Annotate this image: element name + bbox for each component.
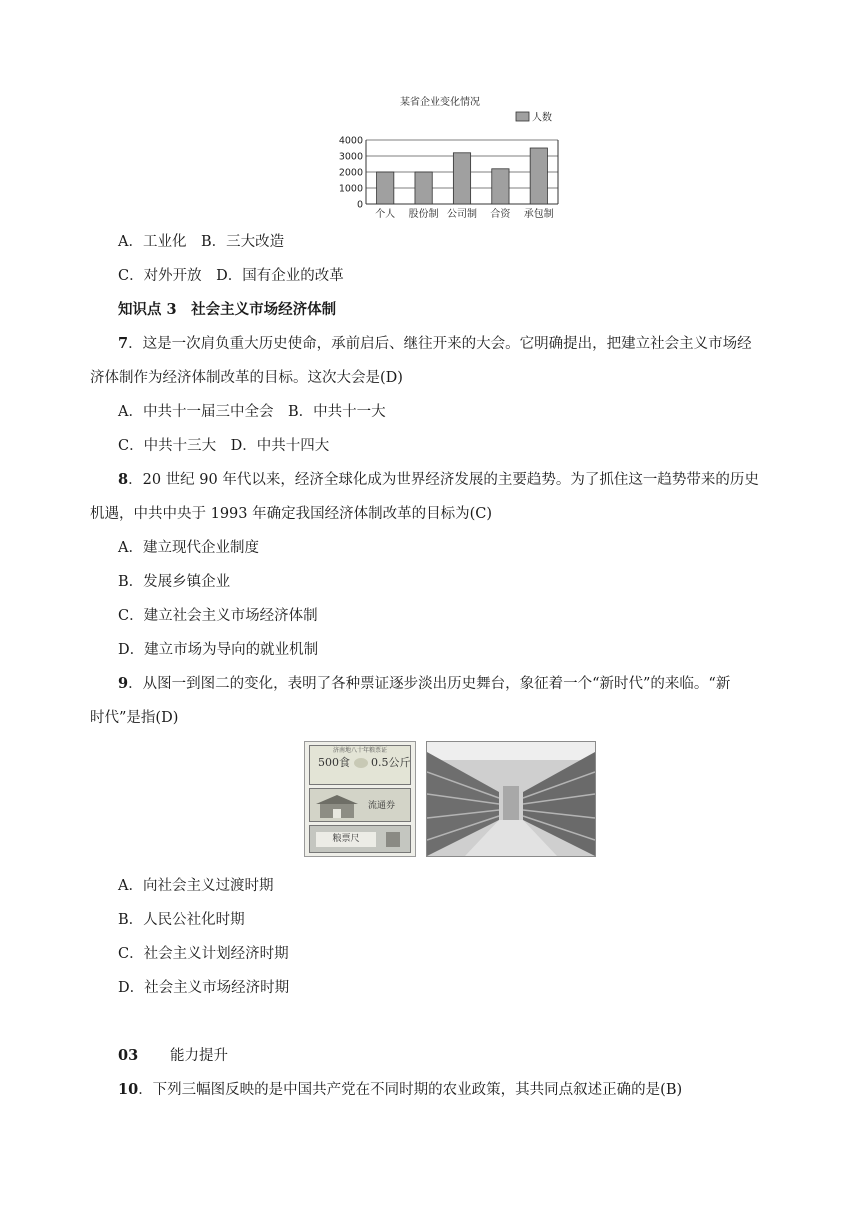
y-tick-label: 2000: [338, 167, 363, 179]
question-text: ．下列三幅图反映的是中国共产党在不同时期的农业政策，其共同点叙述正确的是(B): [138, 1082, 683, 1098]
coupon-label: 粮票尺: [316, 832, 376, 847]
supermarket-aisle-icon: [427, 742, 595, 856]
x-tick-label: 承包制: [523, 209, 554, 220]
legend-label: 人数: [532, 112, 552, 124]
x-tick-label: 合资: [490, 209, 511, 220]
x-tick-label: 个人: [375, 209, 396, 220]
coupon-header: 济南地八十年粮票证: [332, 747, 387, 754]
question-number: 7: [118, 335, 129, 352]
question-number: 8: [118, 471, 129, 488]
grain-coupon: [309, 745, 411, 785]
x-tick-label: 公司制: [447, 209, 477, 220]
question-text: ．20 世纪 90 年代以来，经济全球化成为世界经济发展的主要趋势。为了抓住这一趋势带来的历史: [128, 472, 759, 488]
q9-option-d: D．社会主义市场经济时期: [118, 980, 290, 996]
coupon-amount: 500食: [318, 756, 350, 769]
question-7-line2: 济体制作为经济体制改革的目标。这次大会是(D): [90, 370, 403, 386]
bar-公司制: [453, 153, 470, 204]
question-7-line1: [118, 334, 752, 354]
building-coupon: [309, 788, 411, 822]
q9-option-c: C．社会主义计划经济时期: [118, 946, 289, 962]
section-number: 03: [118, 1047, 139, 1064]
q7-options-row1: A．中共十一届三中全会 B．中共十一大: [118, 404, 386, 420]
y-tick-label: 1000: [338, 183, 363, 195]
q8-option-c: C．建立社会主义市场经济体制: [118, 608, 318, 624]
bar-个人: [377, 172, 394, 204]
y-tick-label: 4000: [338, 135, 363, 147]
q6-options-row1: A．工业化 B．三大改造: [118, 234, 285, 250]
chart-svg: [318, 92, 568, 222]
question-number: 10: [118, 1081, 139, 1098]
coupon-weight: 0.5公斤: [371, 756, 411, 769]
question-8-line2: 机遇，中共中央于 1993 年确定我国经济体制改革的目标为(C): [90, 506, 493, 522]
q7-options-row2: C．中共十三大 D．中共十四大: [118, 438, 330, 454]
question-9-line1: [118, 674, 730, 694]
q8-option-b: B．发展乡镇企业: [118, 574, 231, 590]
ration-coupons-photo: [304, 741, 416, 857]
bar-承包制: [530, 148, 547, 204]
q8-option-d: D．建立市场为导向的就业机制: [118, 642, 319, 658]
chart-title: 某省企业变化情况: [400, 97, 480, 108]
coupon-emblem-icon: [354, 758, 368, 768]
question-text: ．从图一到图二的变化，表明了各种票证逐步淡出历史舞台，象征着一个“新时代”的来临。“新: [128, 676, 731, 692]
section-heading: 知识点 3 社会主义市场经济体制: [118, 301, 337, 318]
q9-option-b: B．人民公社化时期: [118, 912, 245, 928]
coupon-label: 流通券: [368, 801, 396, 811]
supermarket-aisle-photo: [426, 741, 596, 857]
q6-options-row2: C．对外开放 D．国有企业的改革: [118, 268, 344, 284]
coupon-stamp-icon: [386, 832, 400, 847]
enterprise-bar-chart: [318, 92, 568, 222]
cloth-coupon: [309, 825, 411, 853]
question-9-line2: 时代”是指(D): [90, 710, 179, 726]
question-text: ．这是一次肩负重大历史使命，承前启后、继往开来的大会。它明确提出，把建立社会主义市场经: [128, 336, 752, 352]
question-number: 9: [118, 675, 129, 692]
gate-building-icon: [314, 792, 360, 820]
question-8-line1: [118, 470, 759, 490]
y-tick-label: 0: [356, 199, 363, 211]
y-tick-label: 3000: [338, 151, 363, 163]
bar-股份制: [415, 172, 432, 204]
legend-swatch: [516, 112, 529, 121]
question-10-line1: [118, 1080, 682, 1100]
q8-option-a: A．建立现代企业制度: [118, 540, 259, 556]
section-title: 能力提升: [170, 1048, 228, 1064]
q9-option-a: A．向社会主义过渡时期: [118, 878, 274, 894]
x-tick-label: 股份制: [408, 209, 439, 220]
bar-合资: [492, 169, 509, 204]
